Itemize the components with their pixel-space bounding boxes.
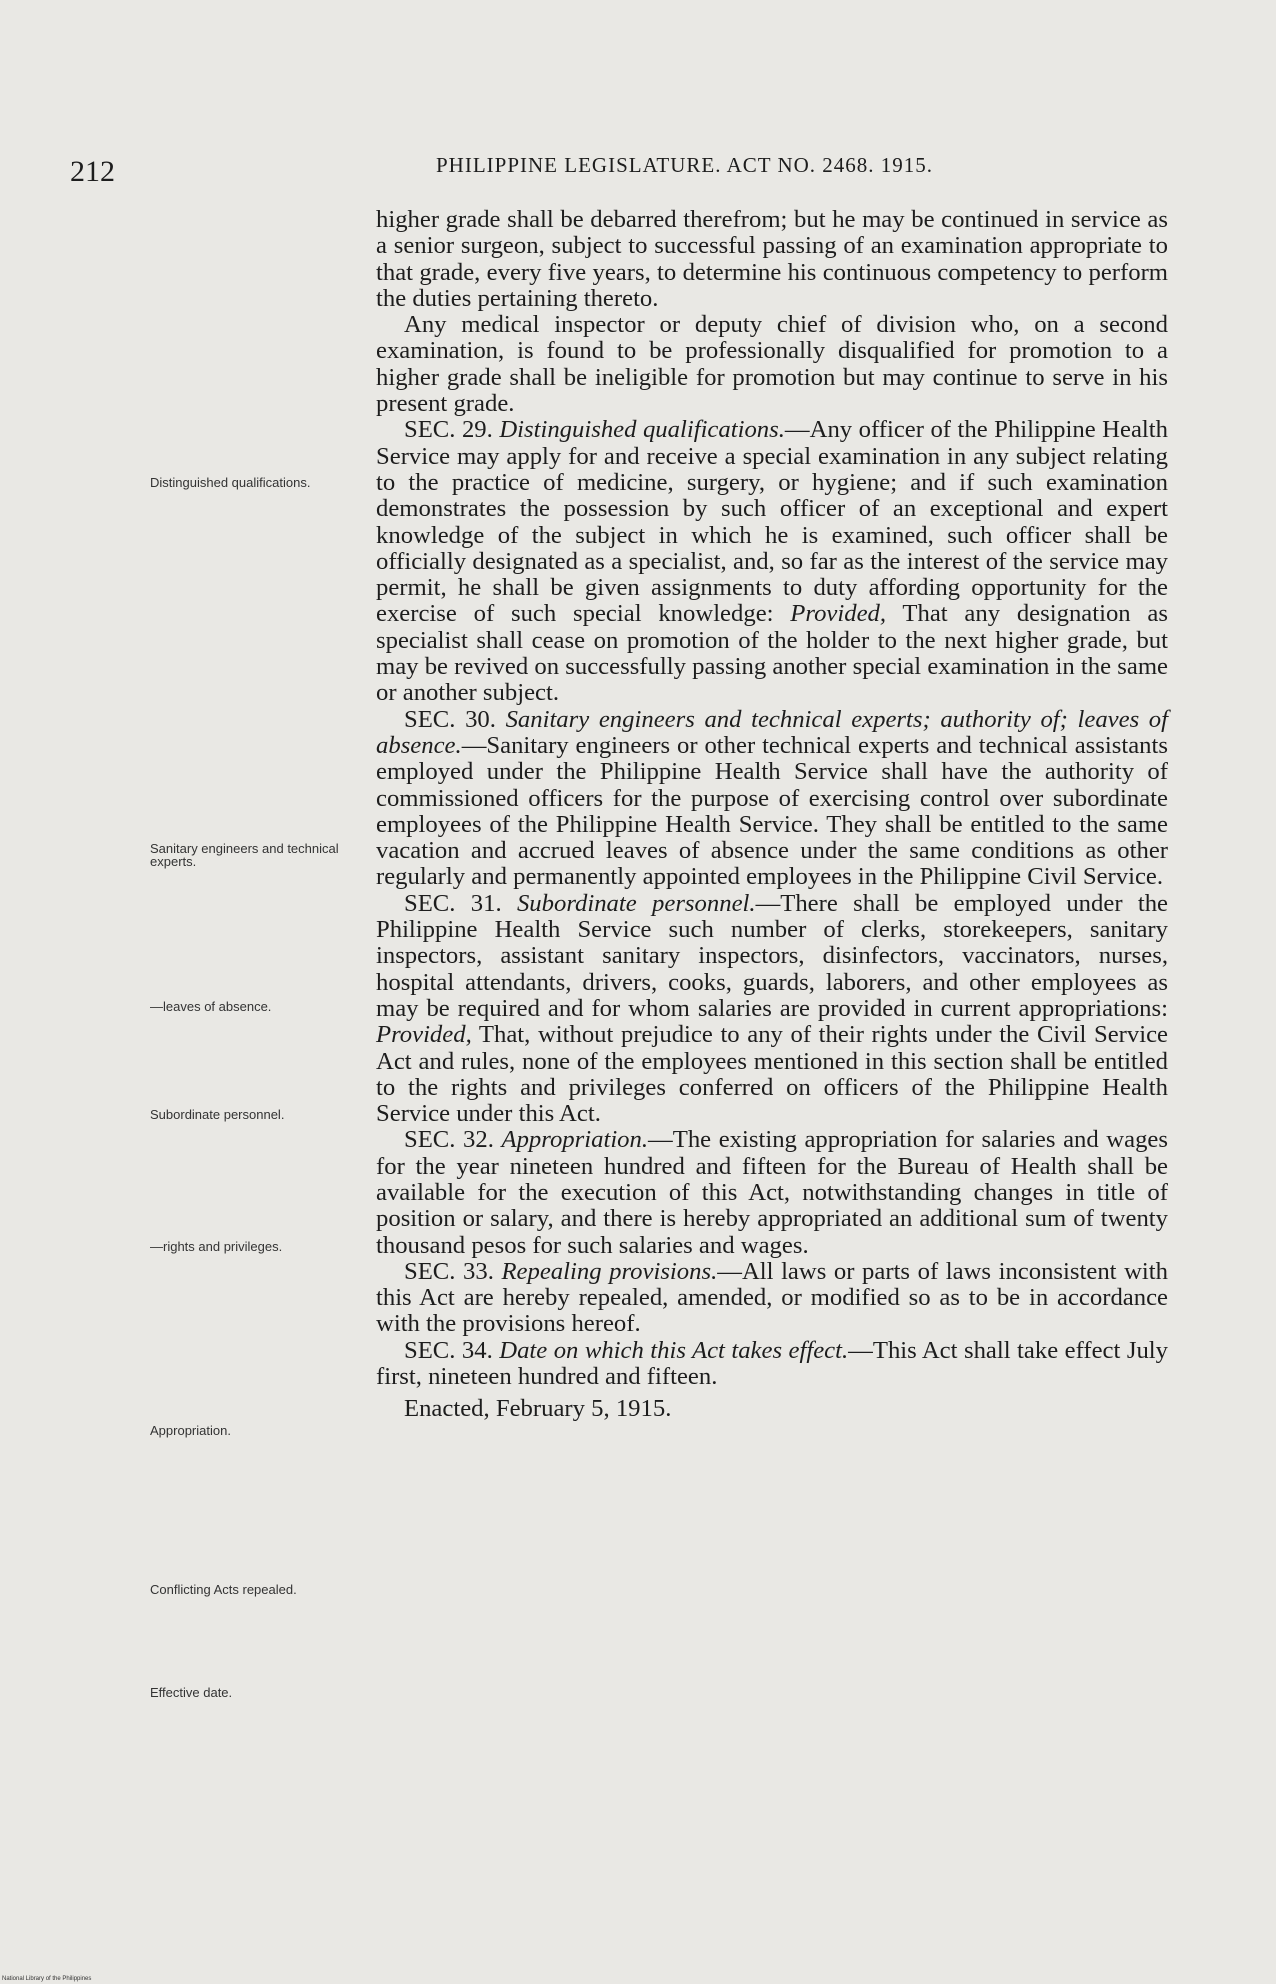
scan-footer: National Library of the Philippines — [2, 1976, 92, 1982]
section-text: —There shall be employed under the Philippine Health Service such number of clerks, storekeepers, sanitary inspectors, assistant sanitary inspectors, disinfectors, vaccinators, nurses, hospital attendants, drivers, cooks, guards, laborers, and other employees as may be required and for whom salaries are provided in current appropriations: — [376, 889, 1169, 1022]
margin-note-subordinate: Subordinate personnel. — [150, 1107, 285, 1122]
provided-clause: Provided, — [376, 1021, 472, 1049]
section-32 — [376, 1127, 1168, 1258]
section-text: —The existing appropriation for salaries and wages for the year nineteen hundred and fifteen for the Bureau of Health shall be available for the execution of this Act, notwithstanding changes in title of position or salary, and there is hereby appropriated an additional sum of twenty thousand pesos for such salaries and wages. — [376, 1126, 1168, 1259]
section-title: Appropriation. — [501, 1126, 649, 1154]
margin-note-distinguished: Distinguished qualifications. — [150, 475, 311, 490]
margin-note-leaves: —leaves of absence. — [150, 999, 272, 1014]
paragraph-medical-inspector: Any medical inspector or deputy chief of division who, on a second examination, is found to be professionally disqualified for promotion to a higher grade shall be ineligible for promotion but may continue to serve in his present grade. — [376, 311, 1168, 418]
section-title: Sanitary engineers and technical experts; authority of; leaves of absence. — [376, 705, 1169, 759]
section-title: Subordinate personnel. — [516, 889, 756, 917]
section-number: SEC. 29. — [404, 416, 493, 444]
section-30 — [376, 707, 1168, 891]
margin-note-effective: Effective date. — [150, 1685, 233, 1700]
margin-note-rights: —rights and privileges. — [150, 1239, 283, 1254]
section-text: —Sanitary engineers or other technical experts and technical assistants employed under the Philippine Health Service shall have the authority of commissioned officers for the purpose of exercising control over subordinate employees of the Philippine Health Service. They shall be entitled to the same vacation and accrued leaves of absence under the same conditions as other regularly and permanently appointed employees in the Philippine Civil Service. — [376, 731, 1168, 891]
margin-note-appropriation: Appropriation. — [150, 1423, 231, 1438]
section-34 — [376, 1338, 1168, 1391]
provided-clause: Provided, — [790, 600, 887, 628]
running-head: PHILIPPINE LEGISLATURE. ACT NO. 2468. 1915. — [436, 153, 934, 177]
page-number: 212 — [70, 155, 115, 188]
section-number: SEC. 31. — [404, 889, 502, 917]
paragraph-continued: higher grade shall be debarred therefrom; but he may be continued in service as a senior surgeon, subject to successful passing of an examination appropriate to that grade, every five years, to determine his continuous competency to perform the duties pertaining thereto. — [376, 206, 1168, 312]
section-text: That any designation as specialist shall cease on promotion of the holder to the next higher grade, but may be revived on successfully passing another special examination in the same or another subject. — [376, 600, 1168, 707]
section-33 — [376, 1259, 1168, 1338]
section-31 — [376, 891, 1168, 1128]
section-text: —All laws or parts of laws inconsistent with this Act are hereby repealed, amended, or modified so as to be in accordance with the provisions hereof. — [376, 1257, 1168, 1338]
section-text: That, without prejudice to any of their rights under the Civil Service Act and rules, none of the employees mentioned in this section shall be entitled to the rights and privileges conferred on officers of the Philippine Health Service under this Act. — [376, 1021, 1168, 1128]
section-number: SEC. 32. — [404, 1126, 494, 1154]
margin-note-conflicting: Conflicting Acts repealed. — [150, 1582, 297, 1597]
margin-note-sanitary: Sanitary engineers and technical experts. — [150, 841, 339, 869]
enacted-line: Enacted, February 5, 1915. — [404, 1395, 672, 1423]
section-number: SEC. 33. — [404, 1257, 494, 1285]
section-29 — [376, 417, 1168, 706]
section-text: —Any officer of the Philippine Health Service may apply for and receive a special examination in any subject relating to the practice of medicine, surgery, or hygiene; and if such examination demonstrates the possession by such officer of an exceptional and expert knowledge of the subject in which he is examined, such officer shall be officially designated as a specialist, and, so far as the interest of the service may permit, he shall be given assignments to duty affording opportunity for the exercise of such special knowledge: — [376, 416, 1168, 628]
section-number: SEC. 30. — [404, 705, 496, 733]
section-title: Repealing provisions. — [501, 1257, 718, 1285]
body-text — [376, 207, 1168, 1423]
section-number: SEC. 34. — [404, 1336, 493, 1364]
section-title: Date on which this Act takes effect. — [499, 1336, 849, 1364]
section-text: —This Act shall take effect July first, nineteen hundred and fifteen. — [376, 1336, 1168, 1391]
section-title: Distinguished qualifications. — [499, 416, 785, 444]
